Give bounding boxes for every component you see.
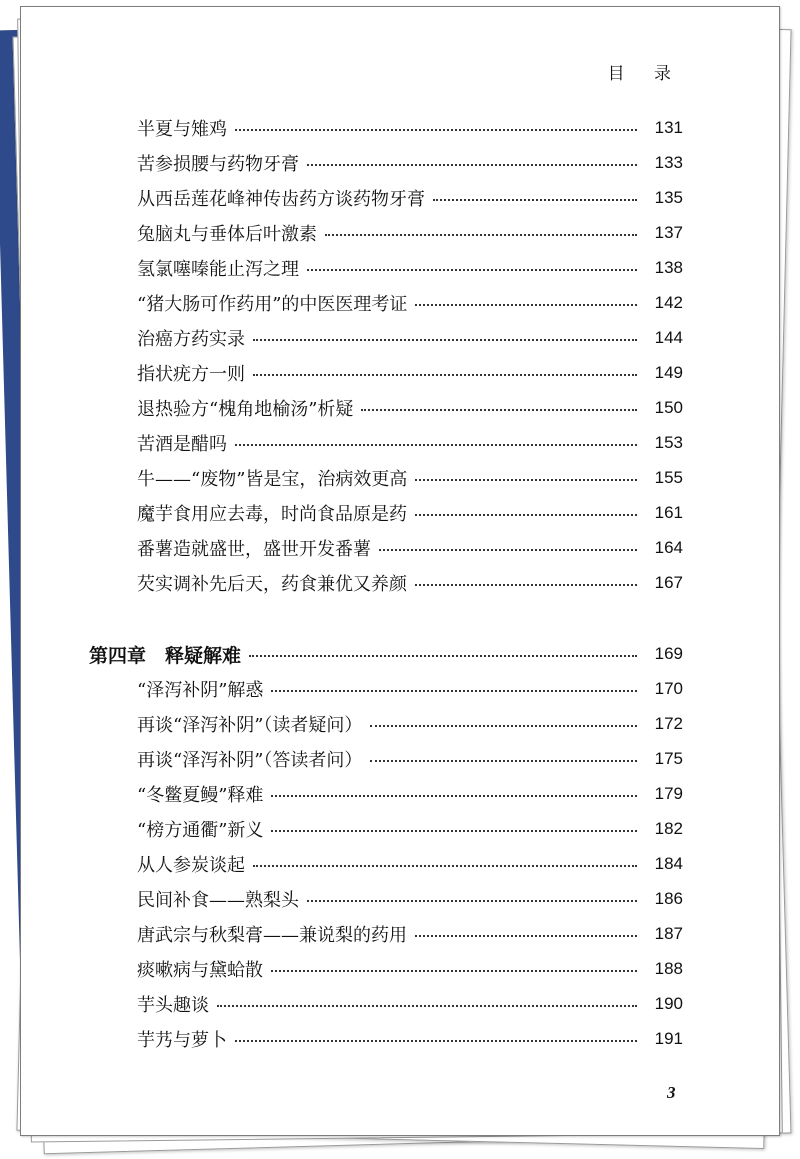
toc-entry-title: 再谈“泽泻补阴”（答读者问） (137, 750, 363, 771)
toc-entry-title: “榜方通衢”新义 (137, 820, 264, 841)
toc-entry-title: 芋头趣谈 (137, 995, 209, 1016)
toc-entry-page: 131 (654, 118, 683, 137)
toc-entry-title: 从西岳莲花峰神传齿药方谈药物牙膏 (137, 189, 425, 210)
toc-entry-title: 氢氯噻嗪能止泻之理 (137, 259, 299, 280)
dot-leader (253, 374, 637, 376)
toc-entry-page: 182 (654, 819, 683, 838)
toc-entry-page: 179 (654, 784, 683, 803)
dot-leader (253, 865, 637, 867)
toc-entry-page: 153 (654, 433, 683, 452)
toc-entry[interactable] (137, 113, 683, 143)
toc-entry[interactable] (137, 358, 683, 388)
toc-entry-page: 144 (654, 328, 683, 347)
toc-entry[interactable] (137, 253, 683, 283)
toc-entry[interactable] (137, 709, 683, 739)
dot-leader (217, 1005, 637, 1007)
toc-entry[interactable] (137, 744, 683, 774)
toc-entry-page: 155 (654, 468, 683, 487)
dot-leader (307, 164, 637, 166)
toc-entry-page: 150 (654, 398, 683, 417)
toc-entry[interactable] (137, 463, 683, 493)
toc-entry[interactable] (137, 393, 683, 423)
toc-entry-page: 186 (654, 889, 683, 908)
toc-entry-page: 149 (654, 363, 683, 382)
dot-leader (361, 409, 637, 411)
toc-entry-title: 痰嗽病与黛蛤散 (137, 960, 263, 981)
toc-chapter-heading[interactable] (89, 639, 683, 669)
toc-entry-title: 退热验方“槐角地榆汤”析疑 (137, 399, 354, 420)
chapter-page: 169 (654, 644, 683, 663)
toc-entry-title: “泽泻补阴”解惑 (137, 680, 264, 701)
toc-entry-page: 133 (654, 153, 683, 172)
dot-leader (271, 970, 637, 972)
toc-entry-page: 138 (654, 258, 683, 277)
toc-entry[interactable] (137, 498, 683, 528)
dot-leader (415, 935, 637, 937)
toc-entry-title: 从人参炭谈起 (137, 855, 245, 876)
dot-leader (271, 795, 637, 797)
toc-entry-page: 164 (654, 538, 683, 557)
dot-leader (415, 479, 637, 481)
toc-entry-title: “冬鳖夏鳗”释难 (137, 785, 264, 806)
dot-leader (235, 444, 637, 446)
toc-entry-title: 民间补食——熟梨头 (137, 890, 299, 911)
dot-leader (370, 760, 637, 762)
toc-entry-page: 184 (654, 854, 683, 873)
toc-entry[interactable] (137, 954, 683, 984)
toc-entry-title: 苦酒是醋吗 (137, 434, 227, 455)
toc-page (20, 6, 780, 1136)
toc-entry[interactable] (137, 218, 683, 248)
toc-entry[interactable] (137, 814, 683, 844)
dot-leader (433, 199, 637, 201)
toc-entry-page: 191 (654, 1029, 683, 1048)
toc-entry-page: 190 (654, 994, 683, 1013)
toc-entry-title: 治癌方药实录 (137, 329, 245, 350)
toc-entry[interactable] (137, 1024, 683, 1054)
toc-entry-title: “猪大肠可作药用”的中医医理考证 (137, 294, 408, 315)
toc-entry-page: 172 (654, 714, 683, 733)
toc-entry-page: 187 (654, 924, 683, 943)
toc-entry[interactable] (137, 428, 683, 458)
dot-leader (271, 830, 637, 832)
toc-entry-page: 161 (654, 503, 683, 522)
toc-entry[interactable] (137, 568, 683, 598)
toc-entry[interactable] (137, 323, 683, 353)
dot-leader (415, 514, 637, 516)
dot-leader (253, 339, 637, 341)
dot-leader (235, 1040, 637, 1042)
page-number: 3 (667, 1083, 676, 1102)
dot-leader (379, 549, 637, 551)
toc-entry-page: 167 (654, 573, 683, 592)
toc-entry[interactable] (137, 989, 683, 1019)
dot-leader (235, 129, 637, 131)
toc-entry[interactable] (137, 183, 683, 213)
toc-entry[interactable] (137, 779, 683, 809)
toc-entry-page: 170 (654, 679, 683, 698)
dot-leader (325, 234, 637, 236)
toc-entry-title: 魔芋食用应去毒，时尚食品原是药 (137, 504, 407, 525)
toc-entry[interactable] (137, 288, 683, 318)
toc-entry[interactable] (137, 674, 683, 704)
dot-leader (415, 304, 637, 306)
toc-entry-page: 188 (654, 959, 683, 978)
chapter-title: 第四章 释疑解难 (89, 644, 242, 667)
toc-entry-title: 兔脑丸与垂体后叶激素 (137, 224, 317, 245)
toc-entry-title: 芡实调补先后天，药食兼优又养颜 (137, 574, 407, 595)
toc-entry[interactable] (137, 533, 683, 563)
toc-entry[interactable] (137, 148, 683, 178)
table-of-contents (21, 7, 779, 1135)
toc-entry[interactable] (137, 919, 683, 949)
toc-entry-page: 142 (654, 293, 683, 312)
dot-leader (307, 269, 637, 271)
toc-entry-title: 再谈“泽泻补阴”（读者疑问） (137, 715, 363, 736)
toc-entry-title: 半夏与雉鸡 (137, 119, 227, 140)
toc-entry[interactable] (137, 884, 683, 914)
toc-entry[interactable] (137, 849, 683, 879)
running-head-title: 目 录 (607, 64, 683, 84)
toc-entry-title: 指状疣方一则 (137, 364, 245, 385)
dot-leader (307, 900, 637, 902)
toc-entry-title: 唐武宗与秋梨膏——兼说梨的药用 (137, 925, 407, 946)
dot-leader (370, 725, 637, 727)
toc-entry-page: 137 (654, 223, 683, 242)
dot-leader (249, 655, 637, 657)
toc-entry-title: 芋艿与萝卜 (137, 1030, 227, 1051)
toc-entry-title: 苦参损腰与药物牙膏 (137, 154, 299, 175)
toc-entry-title: 番薯造就盛世，盛世开发番薯 (137, 539, 371, 560)
toc-entry-title: 牛——“废物”皆是宝，治病效更高 (137, 469, 408, 490)
dot-leader (271, 690, 637, 692)
dot-leader (415, 584, 637, 586)
toc-entry-page: 135 (654, 188, 683, 207)
toc-entry-page: 175 (654, 749, 683, 768)
